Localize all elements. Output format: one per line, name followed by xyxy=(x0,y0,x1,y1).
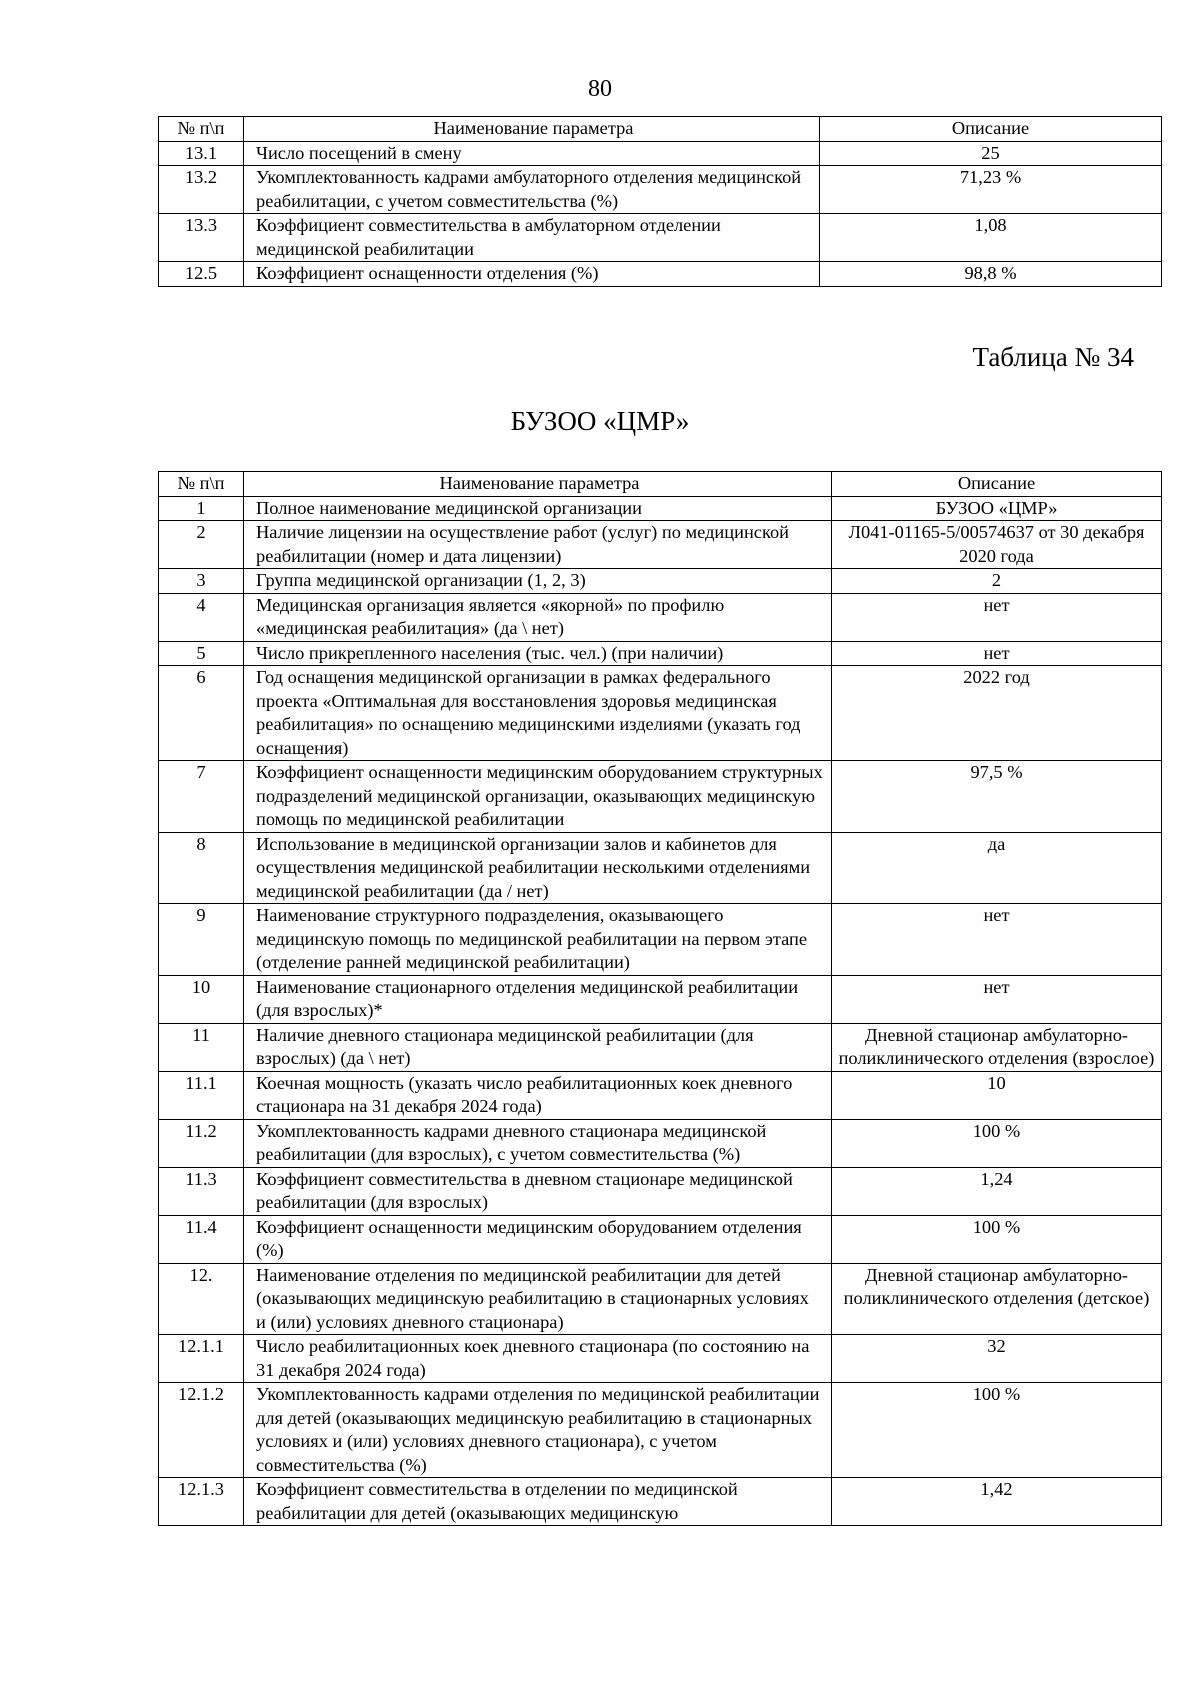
row-number: 12.1.1 xyxy=(159,1335,244,1383)
parameter-description: 1,08 xyxy=(820,214,1162,262)
table-row xyxy=(159,496,1162,521)
row-number: 7 xyxy=(159,761,244,833)
table-row xyxy=(159,1478,1162,1526)
row-number: 11.2 xyxy=(159,1119,244,1167)
parameter-name: Коэффициент совместительства в отделении по медицинской реабилитации для детей (оказывающих медицинскую xyxy=(244,1478,832,1526)
parameter-name: Коечная мощность (указать число реабилитационных коек дневного стационара на 31 декабря 2024 года) xyxy=(244,1071,832,1119)
table-row xyxy=(159,569,1162,594)
parameter-name: Коэффициент оснащенности медицинским оборудованием отделения (%) xyxy=(244,1215,832,1263)
table-row xyxy=(159,1383,1162,1478)
table-row xyxy=(159,214,1162,262)
row-number: 12.1.2 xyxy=(159,1383,244,1478)
table-main xyxy=(158,471,1162,1526)
parameter-name: Полное наименование медицинской организации xyxy=(244,496,832,521)
parameter-name: Наименование стационарного отделения медицинской реабилитации (для взрослых)* xyxy=(244,975,832,1023)
row-number: 12.1.3 xyxy=(159,1478,244,1526)
row-number: 1 xyxy=(159,496,244,521)
column-header: Описание xyxy=(820,117,1162,142)
parameter-name: Коэффициент совместительства в дневном стационаре медицинской реабилитации (для взрослых) xyxy=(244,1167,832,1215)
table-top-body xyxy=(159,117,1162,287)
parameter-description: 100 % xyxy=(832,1215,1162,1263)
parameter-description: 97,5 % xyxy=(832,761,1162,833)
table-row xyxy=(159,593,1162,641)
parameter-name: Число прикрепленного населения (тыс. чел.) (при наличии) xyxy=(244,641,832,666)
parameter-name: Укомплектованность кадрами дневного стационара медицинской реабилитации (для взрослых), с учетом совместительства (%) xyxy=(244,1119,832,1167)
table-caption: Таблица № 34 xyxy=(972,342,1134,372)
parameter-name: Коэффициент оснащенности медицинским оборудованием структурных подразделений медицинской организации, оказывающих медицинскую помощь по медицинской реабилитации xyxy=(244,761,832,833)
table-row xyxy=(159,1215,1162,1263)
row-number: 11.1 xyxy=(159,1071,244,1119)
table-row xyxy=(159,641,1162,666)
page-number: 80 xyxy=(588,76,612,102)
table-row xyxy=(159,666,1162,761)
parameter-description: 2 xyxy=(832,569,1162,594)
parameter-description: да xyxy=(832,832,1162,904)
parameter-description: 10 xyxy=(832,1071,1162,1119)
parameter-description: 100 % xyxy=(832,1119,1162,1167)
table-row xyxy=(159,904,1162,976)
row-number: 4 xyxy=(159,593,244,641)
parameter-name: Укомплектованность кадрами отделения по медицинской реабилитации для детей (оказывающих медицинскую реабилитацию в стационарных условиях и (или) условиях дневного стационара), с учетом совместительства (%) xyxy=(244,1383,832,1478)
row-number: 13.1 xyxy=(159,141,244,166)
row-number: 11 xyxy=(159,1023,244,1071)
column-header: Наименование параметра xyxy=(244,117,820,142)
table-row xyxy=(159,1071,1162,1119)
column-header: № п\п xyxy=(159,472,244,497)
table-row xyxy=(159,1023,1162,1071)
table-row xyxy=(159,975,1162,1023)
parameter-name: Наименование структурного подразделения, оказывающего медицинскую помощь по медицинской реабилитации на первом этапе (отделение ранней медицинской реабилитации) xyxy=(244,904,832,976)
row-number: 13.3 xyxy=(159,214,244,262)
parameter-description: нет xyxy=(832,904,1162,976)
parameter-description: нет xyxy=(832,641,1162,666)
table-row xyxy=(159,761,1162,833)
row-number: 11.3 xyxy=(159,1167,244,1215)
parameter-description: 1,24 xyxy=(832,1167,1162,1215)
row-number: 2 xyxy=(159,521,244,569)
parameter-description: Дневной стационар амбулаторно-поликлинического отделения (взрослое) xyxy=(832,1023,1162,1071)
parameter-description: 1,42 xyxy=(832,1478,1162,1526)
parameter-description: 71,23 % xyxy=(820,166,1162,214)
table-row xyxy=(159,521,1162,569)
parameter-name: Наличие дневного стационара медицинской реабилитации (для взрослых) (да \ нет) xyxy=(244,1023,832,1071)
row-number: 12. xyxy=(159,1263,244,1335)
org-title: БУЗОО «ЦМР» xyxy=(510,406,690,436)
column-header: № п\п xyxy=(159,117,244,142)
parameter-name: Год оснащения медицинской организации в рамках федерального проекта «Оптимальная для восстановления здоровья медицинская реабилитация» по оснащению медицинскими изделиями (указать год оснащения) xyxy=(244,666,832,761)
table-row xyxy=(159,832,1162,904)
table-row xyxy=(159,1263,1162,1335)
parameter-description: БУЗОО «ЦМР» xyxy=(832,496,1162,521)
parameter-name: Группа медицинской организации (1, 2, 3) xyxy=(244,569,832,594)
parameter-description: Дневной стационар амбулаторно-поликлинического отделения (детское) xyxy=(832,1263,1162,1335)
table-header-row xyxy=(159,117,1162,142)
parameter-name: Использование в медицинской организации залов и кабинетов для осуществления медицинской реабилитации несколькими отделениями медицинской реабилитации (да / нет) xyxy=(244,832,832,904)
parameter-description: 25 xyxy=(820,141,1162,166)
table-top xyxy=(158,116,1162,287)
row-number: 11.4 xyxy=(159,1215,244,1263)
parameter-description: 2022 год xyxy=(832,666,1162,761)
parameter-name: Наличие лицензии на осуществление работ (услуг) по медицинской реабилитации (номер и дата лицензии) xyxy=(244,521,832,569)
table-row xyxy=(159,1119,1162,1167)
parameter-description: нет xyxy=(832,593,1162,641)
parameter-description: 98,8 % xyxy=(820,262,1162,287)
parameter-name: Коэффициент совместительства в амбулаторном отделении медицинской реабилитации xyxy=(244,214,820,262)
parameter-description: Л041-01165-5/00574637 от 30 декабря 2020 года xyxy=(832,521,1162,569)
row-number: 10 xyxy=(159,975,244,1023)
row-number: 6 xyxy=(159,666,244,761)
row-number: 12.5 xyxy=(159,262,244,287)
table-row xyxy=(159,1335,1162,1383)
table-row xyxy=(159,1167,1162,1215)
parameter-name: Укомплектованность кадрами амбулаторного отделения медицинской реабилитации, с учетом совместительства (%) xyxy=(244,166,820,214)
table-row xyxy=(159,166,1162,214)
row-number: 3 xyxy=(159,569,244,594)
table-header-row xyxy=(159,472,1162,497)
row-number: 13.2 xyxy=(159,166,244,214)
parameter-name: Наименование отделения по медицинской реабилитации для детей (оказывающих медицинскую реабилитацию в стационарных условиях и (или) условиях дневного стационара) xyxy=(244,1263,832,1335)
parameter-name: Число реабилитационных коек дневного стационара (по состоянию на 31 декабря 2024 года) xyxy=(244,1335,832,1383)
parameter-name: Число посещений в смену xyxy=(244,141,820,166)
table-row xyxy=(159,262,1162,287)
parameter-description: 32 xyxy=(832,1335,1162,1383)
parameter-name: Медицинская организация является «якорной» по профилю «медицинская реабилитация» (да \ нет) xyxy=(244,593,832,641)
parameter-description: нет xyxy=(832,975,1162,1023)
parameter-name: Коэффициент оснащенности отделения (%) xyxy=(244,262,820,287)
row-number: 9 xyxy=(159,904,244,976)
row-number: 8 xyxy=(159,832,244,904)
column-header: Наименование параметра xyxy=(244,472,832,497)
column-header: Описание xyxy=(832,472,1162,497)
parameter-description: 100 % xyxy=(832,1383,1162,1478)
table-row xyxy=(159,141,1162,166)
table-main-body xyxy=(159,472,1162,1526)
row-number: 5 xyxy=(159,641,244,666)
